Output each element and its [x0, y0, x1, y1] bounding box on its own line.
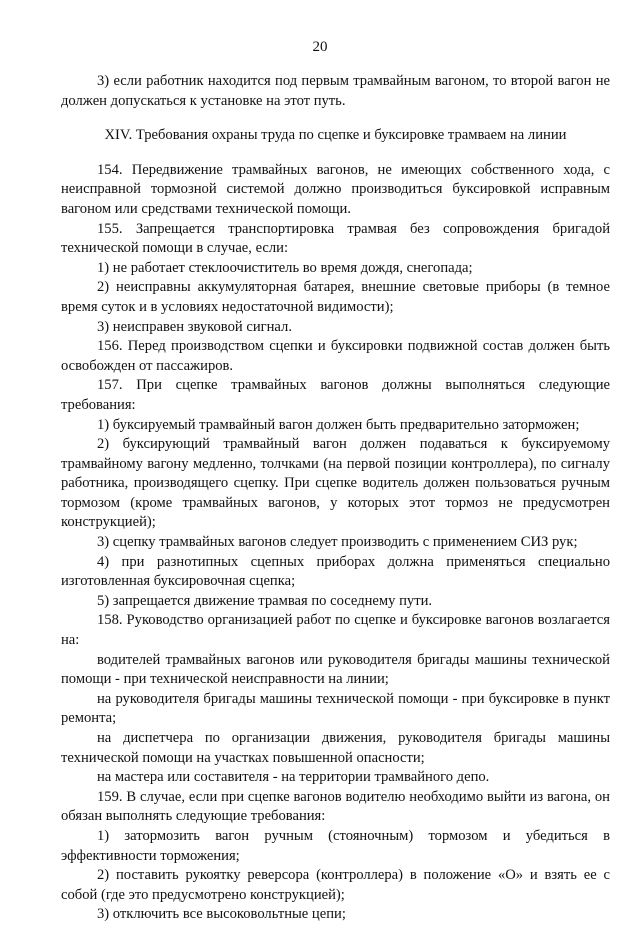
- paragraph: 2) поставить рукоятку реверсора (контроллера) в положение «О» и взять ее с собой (где это предусмотрено конструкцией);: [61, 867, 610, 903]
- paragraph: 154. Передвижение трамвайных вагонов, не имеющих собственного хода, с неисправной тормозной системой должно производиться буксировкой исправным вагоном или средствами технической помощи.: [61, 161, 610, 217]
- paragraph: 1) буксируемый трамвайный вагон должен быть предварительно заторможен;: [97, 416, 580, 433]
- paragraph: 2) буксирующий трамвайный вагон должен подаваться к буксируемому трамвайному вагону медленно, толчками (на первой позиции контроллера), по сигналу работника, производящего сцепку. При сцепке водитель должен пользоваться ручным тормозом (кроме трамвайных вагонов, у которых этот тормоз не предусмотрен конструкцией);: [61, 436, 610, 531]
- paragraph: 158. Руководство организацией работ по сцепке и буксировке вагонов возлагается на:: [61, 612, 610, 649]
- paragraph: 4) при разнотипных сцепных приборах должна применяться специально изготовленная буксировочная сцепка;: [61, 553, 610, 590]
- paragraph: 2) неисправны аккумуляторная батарея, внешние световые приборы (в темное время суток и в условиях недостаточной видимости);: [61, 279, 610, 315]
- paragraph: 155. Запрещается транспортировка трамвая без сопровождения бригадой технической помощи в случае, если:: [61, 220, 610, 257]
- page-number: 20: [312, 39, 328, 55]
- paragraph: на руководителя бригады машины технической помощи - при буксировке в пункт ремонта;: [61, 690, 610, 727]
- paragraph: 3) если работник находится под первым трамвайным вагоном, то второй вагон не должен допускаться к установке на этот путь.: [61, 73, 610, 109]
- paragraph: 156. Перед производством сцепки и буксировки подвижной состав должен быть освобожден от пассажиров.: [61, 338, 610, 374]
- document-body: [61, 72, 610, 925]
- section-title: XIV. Требования охраны труда по сцепке и буксировке трамваем на линии: [104, 127, 567, 144]
- paragraph: на диспетчера по организации движения, руководителя бригады машины технической помощи на участках повышенной опасности;: [61, 730, 610, 766]
- paragraph: 5) запрещается движение трамвая по соседнему пути.: [97, 592, 433, 609]
- paragraph: 3) отключить все высоковольтные цепи;: [97, 906, 346, 923]
- paragraph: на мастера или составителя - на территории трамвайного депо.: [97, 769, 490, 786]
- paragraph: водителей трамвайных вагонов или руководителя бригады машины технической помощи - при технической неисправности на линии;: [61, 651, 610, 688]
- paragraph: 1) не работает стеклоочиститель во время дождя, снегопада;: [97, 259, 473, 276]
- paragraph: 157. При сцепке трамвайных вагонов должны выполняться следующие требования:: [61, 377, 610, 413]
- paragraph: 1) затормозить вагон ручным (стояночным) тормозом и убедиться в эффективности торможения;: [61, 827, 610, 864]
- paragraph: 3) неисправен звуковой сигнал.: [97, 318, 292, 335]
- paragraph: 159. В случае, если при сцепке вагонов водителю необходимо выйти из вагона, он обязан выполнять следующие требования:: [61, 788, 610, 825]
- paragraph: 3) сцепку трамвайных вагонов следует производить с применением СИЗ рук;: [97, 534, 578, 551]
